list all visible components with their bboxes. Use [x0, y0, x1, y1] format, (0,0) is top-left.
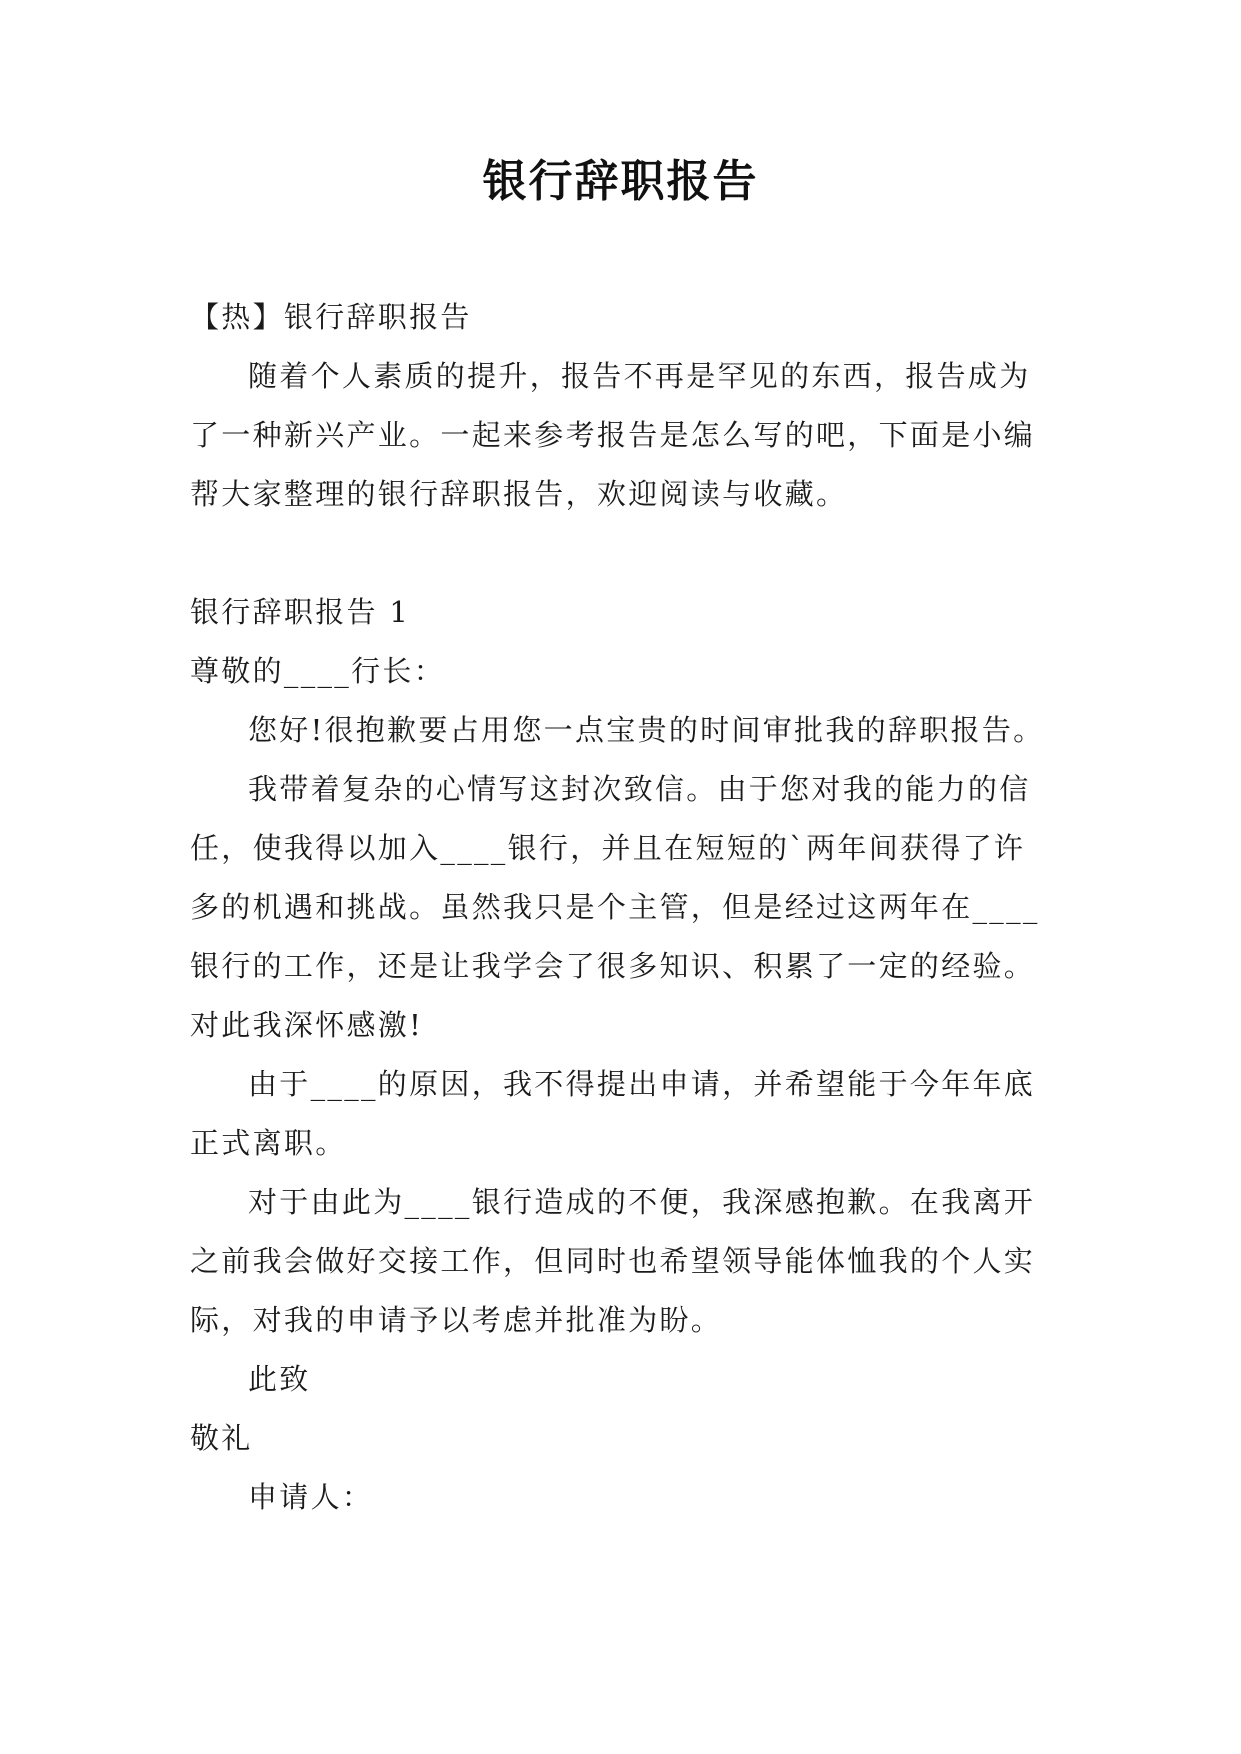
closing-phrase: 此致 [248, 1362, 311, 1396]
closing-salute: 敬礼 [190, 1421, 253, 1455]
intro-heading: 【热】银行辞职报告 [190, 300, 472, 334]
body-paragraph: 我带着复杂的心情写这封次致信。由于您对我的能力的信任，使我得以加入____银行，并且在短短的`两年间获得了许多的机遇和挑战。虽然我只是个主管，但是经过这两年在____银行的工作，还是让我学会了很多知识、积累了一定的经验。对此我深怀感激! [190, 772, 1040, 1042]
body-paragraph: 对于由此为____银行造成的不便，我深感抱歉。在我离开之前我会做好交接工作，但同时也希望领导能体恤我的个人实际，对我的申请予以考虑并批准为盼。 [190, 1185, 1036, 1337]
document-title: 银行辞职报告 [482, 156, 759, 207]
applicant-label: 申请人： [248, 1480, 374, 1514]
document-body [190, 288, 1050, 1527]
section-heading: 银行辞职报告 1 [190, 595, 411, 629]
body-paragraph: 您好!很抱歉要占用您一点宝贵的时间审批我的辞职报告。 [248, 713, 1045, 747]
body-paragraph: 由于____的原因，我不得提出申请，并希望能于今年年底正式离职。 [190, 1067, 1036, 1160]
salutation: 尊敬的____行长： [190, 654, 446, 688]
paragraph-spacer [190, 524, 1050, 583]
intro-paragraph: 随着个人素质的提升，报告不再是罕见的东西，报告成为了一种新兴产业。一起来参考报告是怎么写的吧，下面是小编帮大家整理的银行辞职报告，欢迎阅读与收藏。 [190, 359, 1036, 511]
